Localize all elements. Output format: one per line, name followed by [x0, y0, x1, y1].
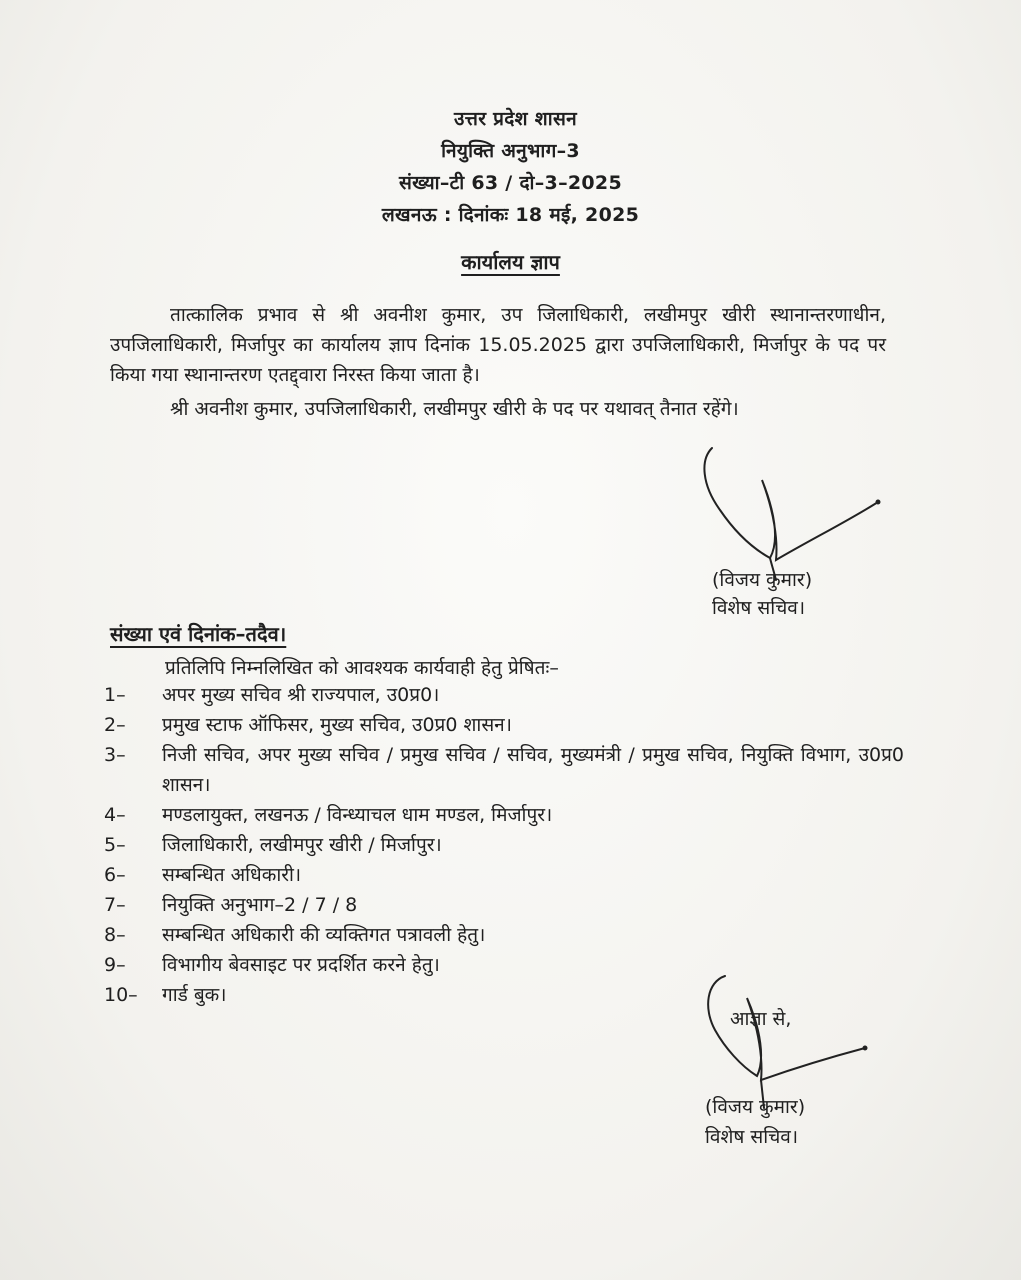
list-item: [104, 860, 904, 890]
list-item-text: प्रमुख स्टाफ ऑफिसर, मुख्य सचिव, उ0प्र0 शासन।: [162, 714, 512, 736]
list-item-number: 5–: [104, 834, 126, 856]
list-item: [104, 830, 904, 860]
list-item: [104, 920, 904, 950]
header-reference-number: संख्या–टी 63 / दो–3–2025: [399, 172, 622, 194]
list-item-number: 8–: [104, 924, 126, 946]
list-item-number: 9–: [104, 954, 126, 976]
letterhead: [0, 103, 1021, 231]
list-item-number: 1–: [104, 684, 126, 706]
signatory-designation: विशेष सचिव।: [712, 597, 806, 619]
list-item-number: 7–: [104, 894, 126, 916]
list-item-text: निजी सचिव, अपर मुख्य सचिव / प्रमुख सचिव / सचिव, मुख्यमंत्री / प्रमुख सचिव, नियुक्ति विभाग, उ0प्र0 शासन।: [162, 744, 904, 796]
signatory-name: (विजय कुमार): [712, 569, 813, 591]
copy-intro: प्रतिलिपि निम्नलिखित को आवश्यक कार्यवाही हेतु प्रेषितः–: [165, 657, 559, 679]
approval-text: आज्ञा से,: [730, 1008, 792, 1030]
copy-heading: संख्या एवं दिनांक–तदैव।: [110, 622, 287, 646]
list-item: [104, 890, 904, 920]
list-item: [104, 680, 904, 710]
list-item-text: सम्बन्धित अधिकारी की व्यक्तिगत पत्रावली हेतु।: [162, 924, 486, 946]
header-section: नियुक्ति अनुभाग–3: [441, 140, 580, 162]
list-item: [104, 800, 904, 830]
list-item-text: विभागीय बेवसाइट पर प्रदर्शित करने हेतु।: [162, 954, 440, 976]
list-item-text: नियुक्ति अनुभाग–2 / 7 / 8: [162, 894, 358, 916]
document-title: [0, 248, 1021, 275]
list-item-text: अपर मुख्य सचिव श्री राज्यपाल, उ0प्र0।: [162, 684, 440, 706]
list-item: [104, 740, 904, 800]
memo-paragraph-2: श्री अवनीश कुमार, उपजिलाधिकारी, लखीमपुर खीरी के पद पर यथावत् तैनात रहेंगे।: [170, 398, 739, 420]
memo-body: [110, 300, 886, 424]
signatory-designation: विशेष सचिव।: [705, 1126, 799, 1148]
header-government: उत्तर प्रदेश शासन: [454, 108, 577, 130]
list-item-number: 4–: [104, 804, 126, 826]
list-item-number: 10–: [104, 984, 138, 1006]
list-item-number: 6–: [104, 864, 126, 886]
list-item-number: 3–: [104, 744, 126, 766]
list-item-text: गार्ड बुक।: [162, 984, 227, 1006]
document-title-text: कार्यालय ज्ञाप: [461, 250, 560, 274]
signatory-name: (विजय कुमार): [705, 1096, 806, 1118]
list-item: [104, 710, 904, 740]
signature-block-1: [712, 566, 812, 622]
list-item-text: मण्डलायुक्त, लखनऊ / विन्ध्याचल धाम मण्डल, मिर्जापुर।: [162, 804, 553, 826]
distribution-list: [104, 680, 904, 1010]
list-item-text: जिलाधिकारी, लखीमपुर खीरी / मिर्जापुर।: [162, 834, 442, 856]
signature-block-2: [705, 1092, 805, 1152]
list-item: [104, 950, 904, 980]
list-item-text: सम्बन्धित अधिकारी।: [162, 864, 302, 886]
memo-paragraph-1: तात्कालिक प्रभाव से श्री अवनीश कुमार, उप जिलाधिकारी, लखीमपुर खीरी स्थानान्तरणाधीन, उपजिलाधिकारी, मिर्जापुर का कार्यालय ज्ञाप दिनांक 15.05.2025 द्वारा उपजिलाधिकारी, मिर्जापुर के पद पर किया गया स्थानान्तरण एतद्द्वारा निरस्त किया जाता है।: [110, 304, 886, 386]
header-place-date: लखनऊ : दिनांकः 18 मई, 2025: [381, 204, 640, 226]
list-item-number: 2–: [104, 714, 126, 736]
